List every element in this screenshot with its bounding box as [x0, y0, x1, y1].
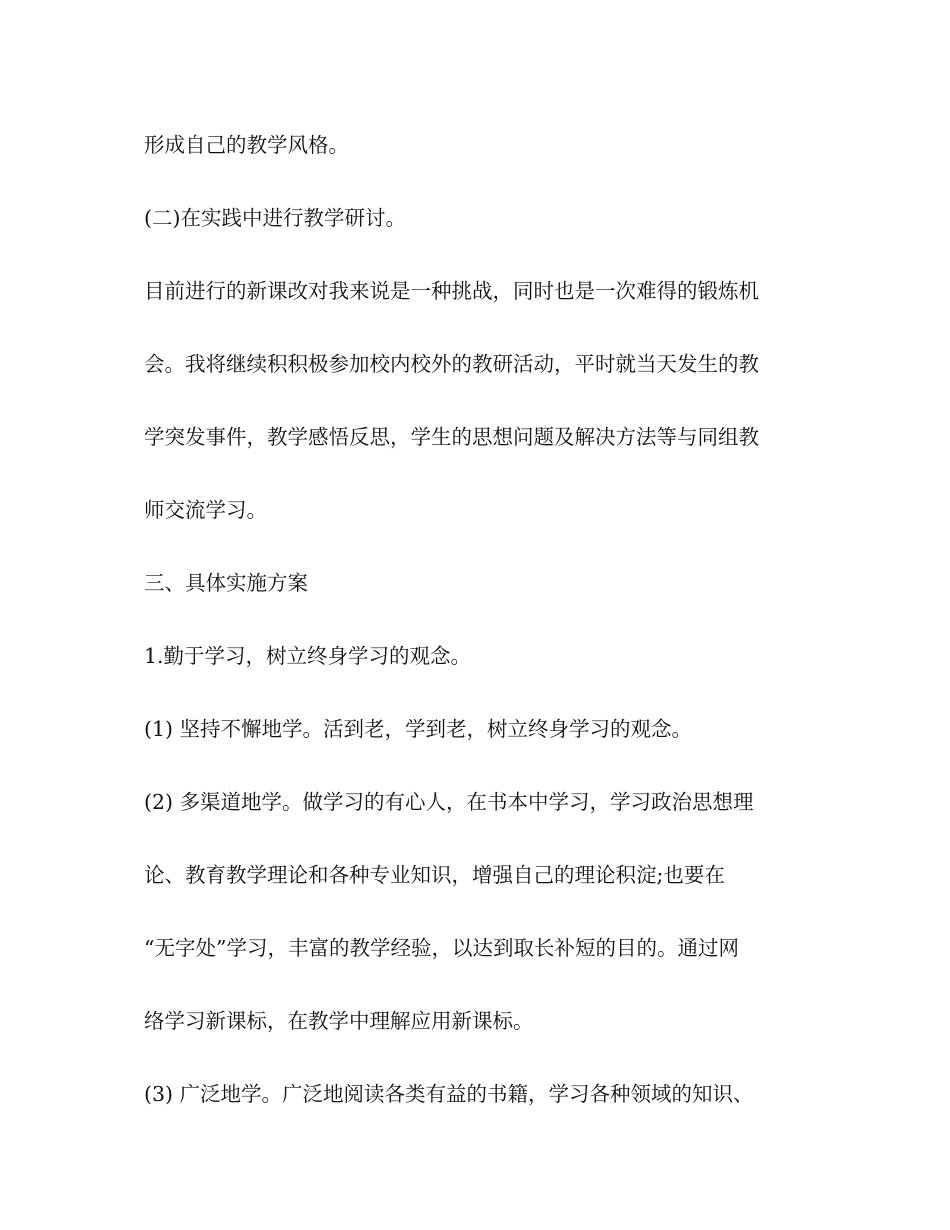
text-line: 论、教育教学理论和各种专业知识，增强自己的理论积淀;也要在: [144, 863, 725, 887]
text-line: 形成自己的教学风格。: [144, 133, 349, 157]
text-line: (2) 多渠道地学。做学习的有心人，在书本中学习，学习政治思想理: [144, 790, 754, 814]
text-line: (二)在实践中进行教学研讨。: [144, 206, 406, 230]
text-line: 目前进行的新课改对我来说是一种挑战，同时也是一次难得的锻炼机: [144, 279, 759, 303]
text-line: 学突发事件，教学感悟反思，学生的思想问题及解决方法等与同组教: [144, 425, 759, 449]
text-line: 师交流学习。: [144, 498, 267, 522]
text-line: (3) 广泛地学。广泛地阅读各类有益的书籍，学习各种领域的知识、: [144, 1082, 754, 1106]
text-line: (1) 坚持不懈地学。活到老，学到老，树立终身学习的观念。: [144, 717, 693, 741]
text-line: “无字处”学习，丰富的教学经验，以达到取长补短的目的。通过网: [144, 936, 739, 960]
text-line: 络学习新课标，在教学中理解应用新课标。: [144, 1009, 534, 1033]
text-line: 会。我将继续积积极参加校内校外的教研活动，平时就当天发生的教: [144, 352, 759, 376]
section-heading: 三、具体实施方案: [144, 571, 308, 595]
subsection-heading: 1.勤于学习，树立终身学习的观念。: [144, 644, 472, 668]
